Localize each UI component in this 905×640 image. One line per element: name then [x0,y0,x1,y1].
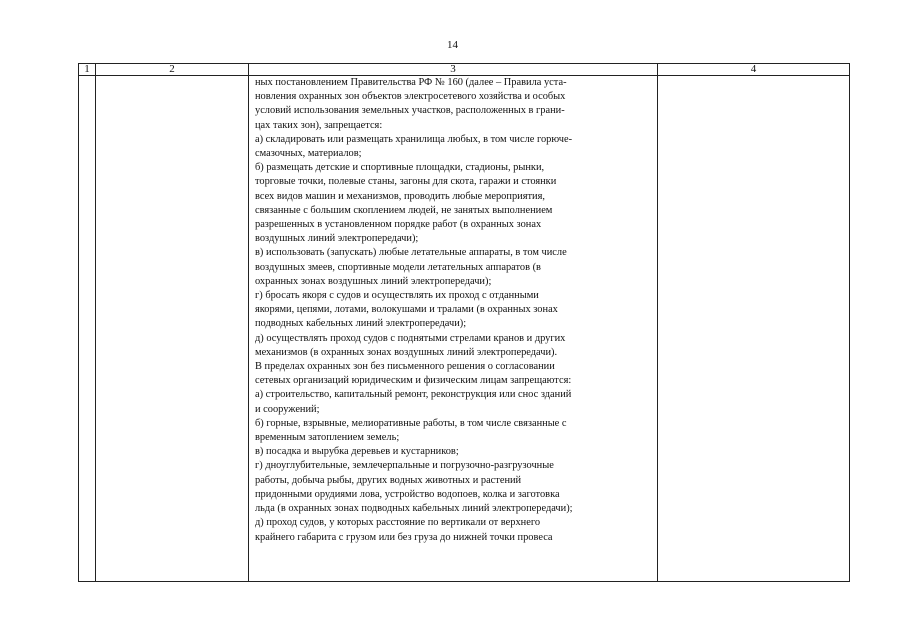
text-line: В пределах охранных зон без письменного решения о согласовании [255,361,555,373]
table-row [79,76,850,582]
text-line: временным затоплением земель; [255,432,400,444]
text-line: всех видов машин и механизмов, проводить любые мероприятия, [255,190,545,202]
text-line: д) проход судов, у которых расстояние по вертикали от верхнего [255,517,541,529]
text-line: разрешенных в установленном порядке работ (в охранных зонах [255,219,542,231]
column-header-3: 3 [249,64,658,76]
table-cell-col4 [658,76,850,582]
text-line: связанные с большим скоплением людей, не занятых выполнением [255,204,553,216]
table-header-row [79,64,850,76]
text-line: г) бросать якоря с судов и осуществлять их проход с отданными [255,290,539,302]
column-header-4: 4 [658,64,850,76]
table-cell-col1 [79,76,96,582]
text-line: смазочных, материалов; [255,148,362,160]
text-line: крайнего габарита с грузом или без груза до нижней точки провеса [255,531,553,543]
text-line: и сооружений; [255,403,320,415]
text-line: в) использовать (запускать) любые летательные аппараты, в том числе [255,247,567,259]
table-cell-col3 [249,76,658,582]
text-line: а) складировать или размещать хранилища любых, в том числе горюче- [255,133,573,145]
text-line: торговые точки, полевые станы, загоны для скота, гаражи и стоянки [255,176,557,188]
text-line: в) посадка и вырубка деревьев и кустарников; [255,446,459,458]
document-table [78,63,850,582]
text-line: а) строительство, капитальный ремонт, реконструкция или снос зданий [255,389,572,401]
text-line: воздушных змеев, спортивные модели летательных аппаратов (в [255,261,541,273]
text-line: охранных зонах воздушных линий электропередачи); [255,275,492,287]
text-line: работы, добыча рыбы, других водных животных и растений [255,474,522,486]
text-line: воздушных линий электропередачи); [255,233,419,245]
text-line: цах таких зон), запрещается: [255,119,383,131]
table-cell-col2 [96,76,249,582]
text-line: якорями, цепями, лотами, волокушами и тралами (в охранных зонах [255,304,558,316]
text-line: придонными орудиями лова, устройство водопоев, колка и заготовка [255,488,560,500]
text-line: б) размещать детские и спортивные площадки, стадионы, рынки, [255,162,545,174]
text-line: льда (в охранных зонах подводных кабельных линий электропередачи); [255,503,573,515]
text-line: ных постановлением Правительства РФ № 160 (далее – Правила уста- [255,77,567,88]
text-line: д) осуществлять проход судов с поднятыми стрелами кранов и других [255,332,566,344]
text-line: г) дноуглубительные, землечерпальные и погрузочно-разгрузочные [255,460,554,472]
column-header-2: 2 [96,64,249,76]
text-line: подводных кабельных линий электропередачи); [255,318,467,330]
text-line: условий использования земельных участков, расположенных в грани- [255,105,565,117]
column-header-1: 1 [79,64,96,76]
text-line: сетевых организаций юридическим и физическим лицам запрещаются: [255,375,572,387]
page-number: 14 [447,39,458,51]
text-line: новления охранных зон объектов электросетевого хозяйства и особых [255,91,566,103]
text-line: б) горные, взрывные, мелиоративные работы, в том числе связанные с [255,417,567,429]
text-line: механизмов (в охранных зонах воздушных линий электропередачи). [255,346,558,358]
